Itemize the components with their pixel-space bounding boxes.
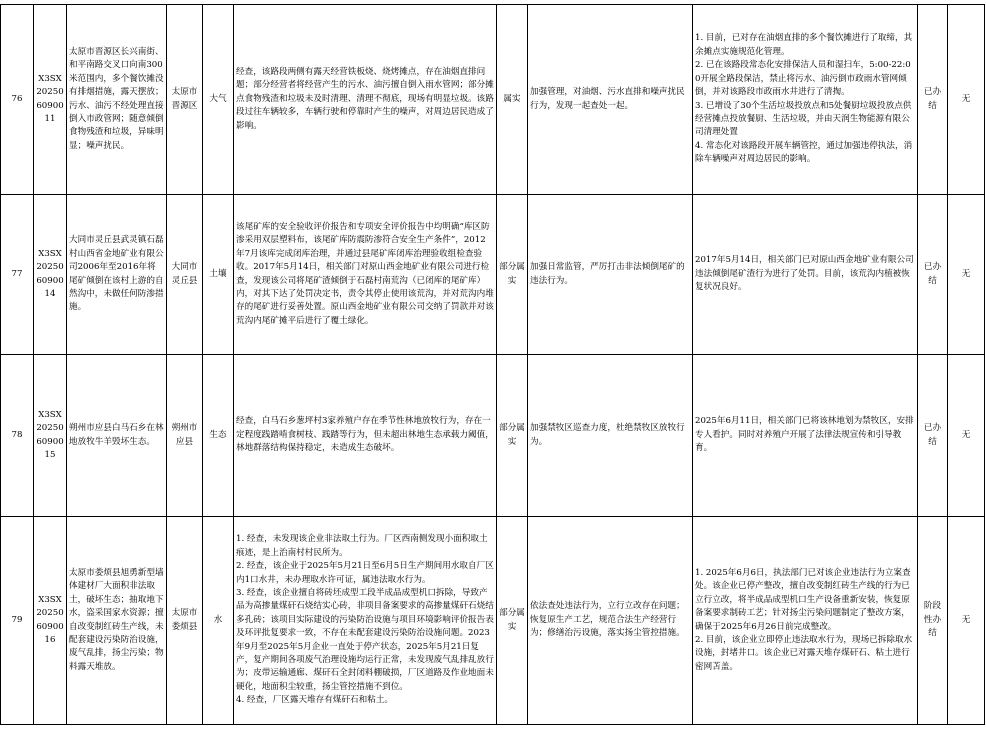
verdict: 部分属实 — [497, 517, 528, 725]
case-code: X3SX202506090015 — [34, 355, 67, 517]
completion-status: 已办结 — [918, 5, 948, 195]
row-number: 79 — [1, 517, 34, 725]
progress-item: 1. 目前，已对存在油烟直排的多个餐饮摊进行了取缔，其余摊点实施规范化管理。 — [695, 33, 913, 57]
completion-status: 阶段性办结 — [918, 517, 948, 725]
pollution-type: 土壤 — [203, 195, 234, 355]
row-number: 76 — [1, 5, 34, 195]
complaint-content: 太原市晋源区长兴南街、和平南路交叉口向南300米范围内，多个餐饮摊没有排烟措施，露天摆放；污水、油污不经处理直接倒入市政管网；随意倾倒食物残渣和垃圾，异味明显；噪声扰民。 — [67, 5, 167, 195]
accountability: 无 — [948, 517, 985, 725]
handling-measures: 依法查处违法行为，立行立改存在问题；恢复原生产工艺，规范合法生产经营行为；修缮治污设施，落实扬尘管控措施。 — [528, 517, 693, 725]
progress-item: 2. 已在该路段常态化安排保洁人员和湿扫车，5:00-22:00开展全路段保洁，禁止将污水、油污倒市政雨水管网倾倒，并对该路段市政雨水井进行了清掏。 — [695, 60, 911, 98]
investigation-result: 经查，白马石乡葱坪村3家养殖户存在季节性林地放牧行为，存在一定程度践踏啃食树枝、践踏等行为，但未超出林地生态承载力阈值，林地群落结构保持稳定，未造成生态破坏。 — [234, 355, 497, 517]
table-row — [1, 195, 985, 355]
complaint-content: 朔州市应县白马石乡在林地放牧牛羊毁坏生态。 — [67, 355, 167, 517]
table-row — [1, 5, 985, 195]
pollution-type: 生态 — [203, 355, 234, 517]
handling-measures: 加强日常监管，严厉打击非法倾倒尾矿的违法行为。 — [528, 195, 693, 355]
case-code: X3SX202506090016 — [34, 517, 67, 725]
progress-item: 2017年5月14日，相关部门已对原山西金地矿业有限公司违法倾倒尾矿渣行为进行了处罚。目前，该荒沟内植被恢复状况良好。 — [695, 255, 914, 293]
progress-item: 4. 常态化对该路段开展车辆管控，通过加强违停执法，消除车辆噪声对周边居民的影响。 — [695, 140, 913, 165]
region: 大同市灵丘县 — [167, 195, 203, 355]
completion-status: 已办结 — [918, 195, 948, 355]
rectification-progress — [693, 195, 918, 355]
table-row — [1, 355, 985, 517]
pollution-type: 大气 — [203, 5, 234, 195]
pollution-type: 水 — [203, 517, 234, 725]
investigation-item: 2. 经查，该企业于2025年5月21日至6月5日生产期间用水取自厂区内1口水井，未办理取水许可证，属违法取水行为。 — [236, 561, 494, 585]
progress-item: 2025年6月11日，相关部门已将该林地划为禁牧区，安排专人看护。同时对养殖户开展了法律法规宣传和引导教育。 — [695, 416, 914, 454]
region: 朔州市应县 — [167, 355, 203, 517]
verdict: 属实 — [497, 5, 528, 195]
progress-item: 2. 目前，该企业立即停止违法取水行为，现场已拆除取水设施，封堵井口。该企业已对露天堆存煤矸石、粘土进行密网苫盖。 — [695, 634, 913, 672]
complaint-content: 太原市娄烦县旭勇新型墙体建材厂大面积非法取土，破坏生态；抽取地下水，盗采国家水资源；擅自改变制红砖生产线，未配套建设污染防治设施，废气乱排，扬尘污染；物料露天堆放。 — [67, 517, 167, 725]
investigation-item: 4. 经查，厂区露天堆存有煤矸石和粘土。 — [236, 695, 394, 706]
progress-item: 1. 2025年6月6日，执法部门已对该企业违法行为立案查处。该企业已停产整改，擅自改变制红砖生产线的行为已立行立改，将半成品成型机口生产设备重新安装，恢复原备案要求制砖工艺；针对扬尘污染问题制定了整改方案，确保于2025年6月26日前完成整改。 — [695, 567, 911, 632]
handling-measures: 加强管理，对油烟、污水直排和噪声扰民行为，发现一起查处一起。 — [528, 5, 693, 195]
rectification-progress — [693, 355, 918, 517]
complaint-table — [0, 4, 985, 725]
handling-measures: 加强禁牧区巡查力度，杜绝禁牧区放牧行为。 — [528, 355, 693, 517]
investigation-result: 该尾矿库的安全验收评价报告和专项安全评价报告中均明确“库区防渗采用双层塑料布，该尾矿库防震防渗符合安全生产条件”，2012年7月该库完成闭库治理，并通过县尾矿库闭库治理验收组检查验收。2017年5月14日，相关部门对原山西金地矿业有限公司进行检查，发现该公司将尾矿渣倾倒于石磊村南荒沟（已闭库的尾矿库）内，对其下达了处罚决定书，责令其停止使用该荒沟，并对荒沟内堆存的尾矿进行妥善处置。原山西金地矿业有限公司交纳了罚款并对该荒沟内尾矿摊平后进行了覆土绿化。 — [234, 195, 497, 355]
row-number: 78 — [1, 355, 34, 517]
accountability: 无 — [948, 195, 985, 355]
row-number: 77 — [1, 195, 34, 355]
rectification-progress — [693, 517, 918, 725]
investigation-item: 1. 经查，未发现该企业非法取土行为。厂区西南侧发现小面积取土痕迹，是上治南村村民所为。 — [236, 534, 488, 558]
progress-item: 3. 已增设了30个生活垃圾投放点和5处餐厨垃圾投放点供经营摊点投放餐厨、生活垃圾，并由天润生物能源有限公司清理处置 — [695, 100, 912, 138]
verdict: 部分属实 — [497, 195, 528, 355]
rectification-progress — [693, 5, 918, 195]
investigation-result — [234, 517, 497, 725]
accountability: 无 — [948, 5, 985, 195]
case-code: X3SX202506090014 — [34, 195, 67, 355]
completion-status: 已办结 — [918, 355, 948, 517]
investigation-item: 3. 经查，该企业擅自将砖坯成型工段半成品成型机口拆除，导致产品为高掺量煤矸石烧结实心砖，非项目备案要求的高掺量煤矸石烧结多孔砖；该项目实际建设的污染防治设施与项目环境影响评价报告表及环评批复要求一致，不存在未配套建设污染防治设施问题。2023年9月至2025年5月企业一直处于停产状态，2025年5月21日复产，复产期间各项废气治理设施均运行正常，未发现废气乱排乱放行为；皮带运输通廊、煤矸石全封闭料棚破损，厂区道路及作业地面未硬化，地面积尘较重，扬尘管控措施不到位。 — [236, 587, 494, 692]
investigation-result: 经查，该路段两侧有露天经营铁板烧、烧烤摊点，存在油烟直排问题；部分经营者将经营产生的污水、油污擅自倒入雨水管网；部分摊点食物残渣和垃圾未及时清理、清理不彻底，现场有明显垃圾。该路段过往车辆较多，车辆行驶和停靠时产生的噪声，对周边居民造成了影响。 — [234, 5, 497, 195]
region: 太原市娄烦县 — [167, 517, 203, 725]
complaint-content: 大同市灵丘县武灵镇石磊村山西省金地矿业有限公司2006年至2016年将尾矿倾倒在该村上游的自然沟中，未做任何防渗措施。 — [67, 195, 167, 355]
case-code: X3SX202506090011 — [34, 5, 67, 195]
table-row — [1, 517, 985, 725]
accountability: 无 — [948, 355, 985, 517]
region: 太原市晋源区 — [167, 5, 203, 195]
verdict: 部分属实 — [497, 355, 528, 517]
